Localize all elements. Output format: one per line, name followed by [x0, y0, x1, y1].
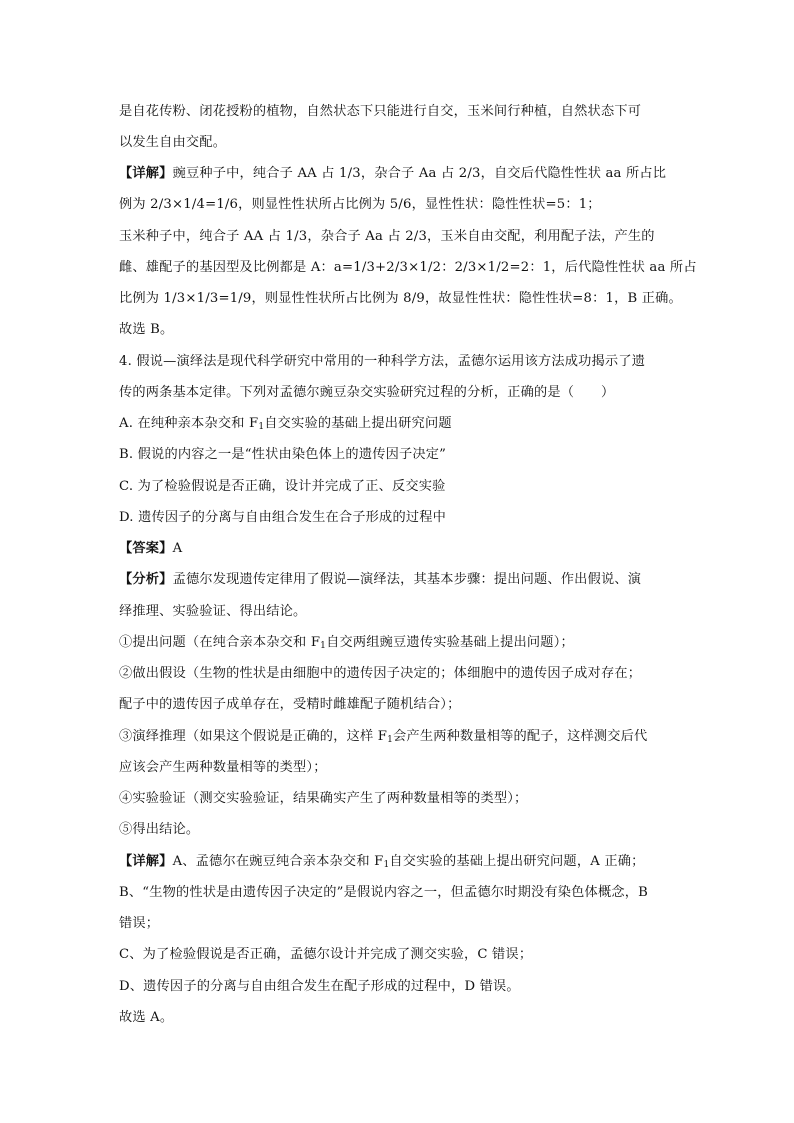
section-tag: 【分析】 — [119, 572, 173, 587]
line-text: 孟德尔发现遗传定律用了假说—演绎法，其基本步骤：提出问题、作出假说、演 — [172, 572, 642, 587]
text-line: 是自花传粉、闭花授粉的植物，自然状态下只能进行自交，玉米间行种植，自然状态下可 — [119, 104, 642, 119]
text-line — [119, 165, 679, 183]
text-line — [119, 853, 679, 871]
text-line: 错误； — [119, 916, 160, 931]
text-line: C、为了检验假说是否正确，孟德尔设计并完成了测交实验，C 错误； — [119, 947, 533, 962]
text-line: 配子中的遗传因子成单存在，受精时雌雄配子随机结合）； — [119, 697, 461, 712]
text-line — [119, 571, 679, 589]
text-line: 例为 2/3×1/4=1/6，则显性性状所占比例为 5/6，显性性状：隐性性状=5：1； — [119, 197, 601, 212]
line-text: 自交实验的基础上提出研究问题，A 正确； — [389, 854, 645, 869]
option-c: C. 为了检验假说是否正确，设计并完成了正、反交实验 — [119, 479, 446, 494]
line-text: A — [172, 541, 183, 556]
line-text: 会产生两种数量相等的配子，这样测交后代 — [393, 729, 648, 744]
line-text: 自交两组豌豆遗传实验基础上提出问题）； — [326, 635, 574, 650]
text-line: 以发生自由交配。 — [119, 135, 227, 150]
question-line: 4. 假说—演绎法是现代科学研究中常用的一种科学方法，孟德尔运用该方法成功揭示了遗 — [119, 354, 646, 369]
line-text: A、孟德尔在豌豆纯合亲本杂交和 F — [172, 854, 384, 869]
line-text: ①提出问题（在纯合亲本杂交和 F — [119, 635, 321, 650]
subscript: 1 — [383, 860, 390, 870]
subscript: 1 — [387, 735, 394, 745]
line-text: ③演绎推理（如果这个假说是正确的，这样 F — [119, 729, 388, 744]
text-line: 故选 A。 — [119, 1010, 174, 1025]
line-text: 自交实验的基础上提出研究问题 — [264, 416, 452, 431]
line-text: A. 在纯种亲本杂交和 F — [119, 416, 259, 431]
text-line: 绎推理、实验验证、得出结论。 — [119, 604, 307, 619]
section-tag: 【详解】 — [119, 166, 173, 181]
option-b: B. 假说的内容之一是“性状由染色体上的遗传因子决定” — [119, 447, 447, 462]
text-line: 玉米种子中，纯合子 AA 占 1/3，杂合子 Aa 占 2/3，玉米自由交配，利用配子法，产生的 — [119, 229, 655, 244]
option-a — [119, 415, 679, 433]
subscript: 1 — [258, 422, 265, 432]
text-line: 比例为 1/3×1/3=1/9，则显性性状所占比例为 8/9，故显性性状：隐性性状=8：1，B 正确。 — [119, 291, 682, 306]
option-d: D. 遗传因子的分离与自由组合发生在合子形成的过程中 — [119, 510, 446, 525]
question-line: 传的两条基本定律。下列对孟德尔豌豆杂交实验研究过程的分析，正确的是（ ） — [119, 385, 615, 400]
text-line: ④实验验证（测交实验验证，结果确实产生了两种数量相等的类型）； — [119, 791, 528, 806]
text-line: 雌、雄配子的基因型及比例都是 A：a=1/3+2/3×1/2：2/3×1/2=2：1，后代隐性性状 aa 所占 — [119, 260, 697, 275]
line-text: 豌豆种子中，纯合子 AA 占 1/3，杂合子 Aa 占 2/3，自交后代隐性性状 aa 所占比 — [172, 166, 667, 181]
text-line: 故选 B。 — [119, 322, 174, 337]
subscript: 1 — [320, 641, 327, 651]
section-tag: 【答案】 — [119, 541, 173, 556]
text-line: D、遗传因子的分离与自由组合发生在配子形成的过程中，D 错误。 — [119, 979, 520, 994]
text-line: B、“生物的性状是由遗传因子决定的”是假说内容之一，但孟德尔时期没有染色体概念，B — [119, 885, 648, 900]
text-line — [119, 634, 679, 652]
text-line: ⑤得出结论。 — [119, 822, 200, 837]
answer-line — [119, 540, 679, 558]
text-line: 应该会产生两种数量相等的类型）； — [119, 760, 327, 775]
text-line — [119, 728, 679, 746]
text-line: ②做出假设（生物的性状是由细胞中的遗传因子决定的；体细胞中的遗传因子成对存在； — [119, 666, 642, 681]
section-tag: 【详解】 — [119, 854, 173, 869]
